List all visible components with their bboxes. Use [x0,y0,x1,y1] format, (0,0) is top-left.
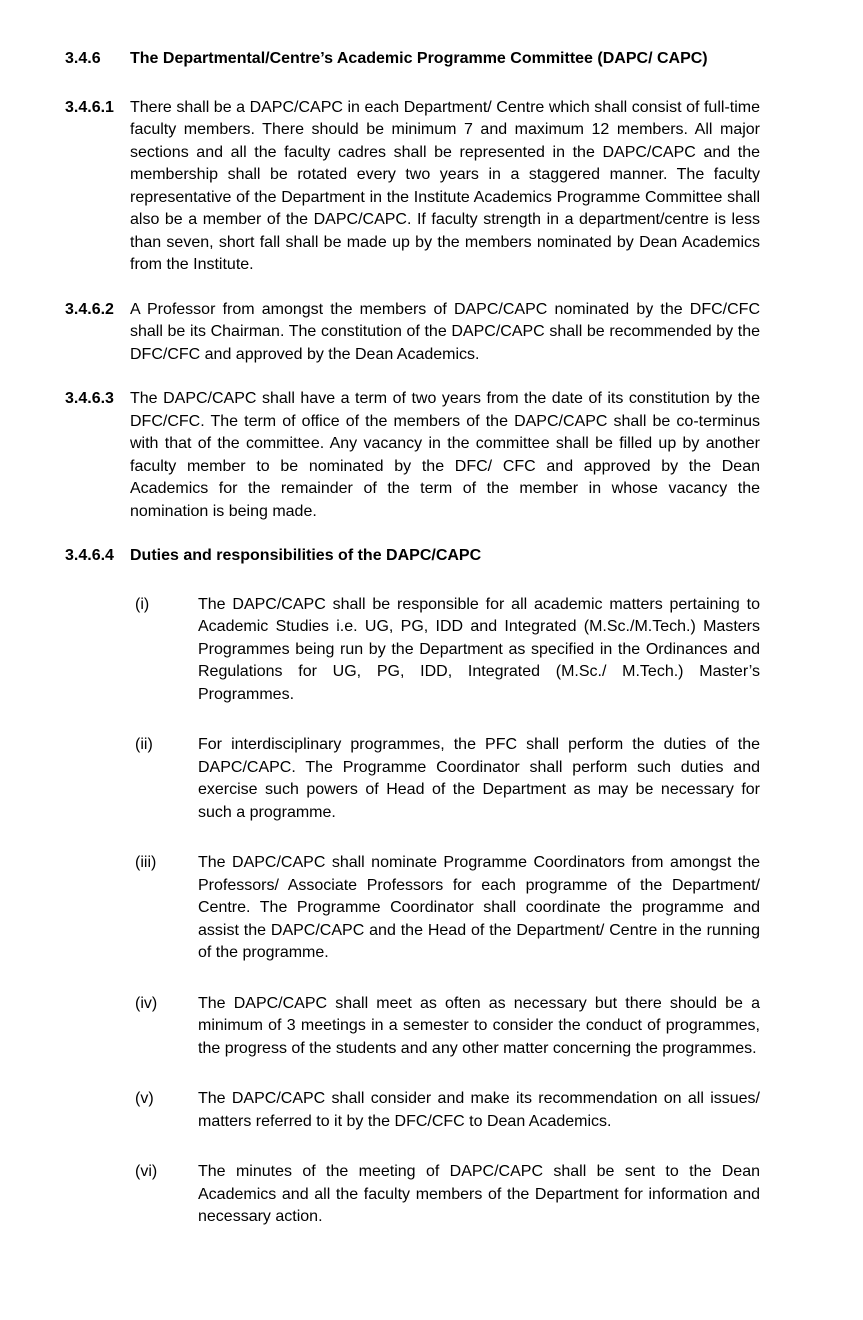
duty-label: (vi) [135,1163,158,1180]
duty-label: (i) [135,595,150,613]
duty-label: (iii) [135,854,157,871]
duty-label: (ii) [135,736,153,753]
paragraph-text: There shall be a DAPC/CAPC in each Department/ Centre which shall consist of full-time faculty members. There should be minimum 7 and maximum 12 members. All major sections and all the faculty cadres shall be represented in the DAPC/CAPC and the membership shall be rotated every two years in a staggered manner. The faculty representative of the Department in the Institute Academics Programme Committee shall also be a member of the DAPC/CAPC. If faculty strength in a department/centre is less than seven, short fall shall be made up by the members nominated by Dean Academics from the Institute. [130,98,760,273]
duty-item-ii [135,734,760,824]
section-heading-title: The Departmental/Centre’s Academic Programme Committee (DAPC/ CAPC) [130,50,708,67]
paragraph-text: The DAPC/CAPC shall have a term of two years from the date of its constitution by the DFC/CFC. The term of office of the members of the DAPC/CAPC shall be co-terminus with that of the committee. Any vacancy in the committee shall be filled up by another faculty member to be nominated by the DFC/ CFC and approved by the Dean Academics for the remainder of the term of the member in whose vacancy the nomination is being made. [130,390,760,520]
duty-item-iii [135,852,760,965]
section-heading-number: 3.4.6 [65,50,101,67]
paragraph-number: 3.4.6.4 [65,547,114,564]
paragraph-3-4-6-4 [65,545,760,568]
paragraph-number: 3.4.6.3 [65,390,114,407]
paragraph-number: 3.4.6.2 [65,300,114,318]
duty-text: The DAPC/CAPC shall nominate Programme Coordinators from amongst the Professors/ Associate Professors for each programme of the Department/ Centre. The Programme Coordinator shall coordinate the programme and assist the DAPC/CAPC and the Head of the Department/ Centre in the running of the programme. [198,854,760,961]
duty-text: The DAPC/CAPC shall consider and make its recommendation on all issues/ matters referred to it by the DFC/CFC to Dean Academics. [198,1090,760,1130]
duty-item-i [135,594,760,707]
duty-item-v [135,1088,760,1133]
paragraph-3-4-6-3 [65,388,760,523]
duty-text: The DAPC/CAPC shall be responsible for all academic matters pertaining to Academic Studies i.e. UG, PG, IDD and Integrated (M.Sc./M.Tech.) Masters Programmes being run by the Department as specified in the Ordinances and Regulations for UG, PG, IDD, Integrated (M.Sc./ M.Tech.) Master’s Programmes. [198,595,760,703]
section-heading [65,48,760,71]
duty-label: (v) [135,1090,154,1107]
paragraph-title: Duties and responsibilities of the DAPC/CAPC [130,547,482,564]
paragraph-3-4-6-1 [65,97,760,277]
paragraph-number: 3.4.6.1 [65,98,114,116]
duty-text: The DAPC/CAPC shall meet as often as necessary but there should be a minimum of 3 meetings in a semester to consider the conduct of programmes, the progress of the students and any other matter concerning the programmes. [198,994,760,1057]
duty-item-iv [135,993,760,1061]
duty-text: The minutes of the meeting of DAPC/CAPC shall be sent to the Dean Academics and all the faculty members of the Department for information and necessary action. [198,1163,760,1225]
paragraph-text: A Professor from amongst the members of DAPC/CAPC nominated by the DFC/CFC shall be its Chairman. The constitution of the DAPC/CAPC shall be recommended by the DFC/CFC and approved by the Dean Academics. [130,300,760,363]
duty-text: For interdisciplinary programmes, the PFC shall perform the duties of the DAPC/CAPC. The Programme Coordinator shall perform such duties and exercise such powers of Head of the Department as may be necessary for such a programme. [198,736,760,821]
duty-item-vi [135,1161,760,1229]
duty-label: (iv) [135,994,158,1012]
paragraph-3-4-6-2 [65,299,760,367]
duties-list [65,594,760,1229]
